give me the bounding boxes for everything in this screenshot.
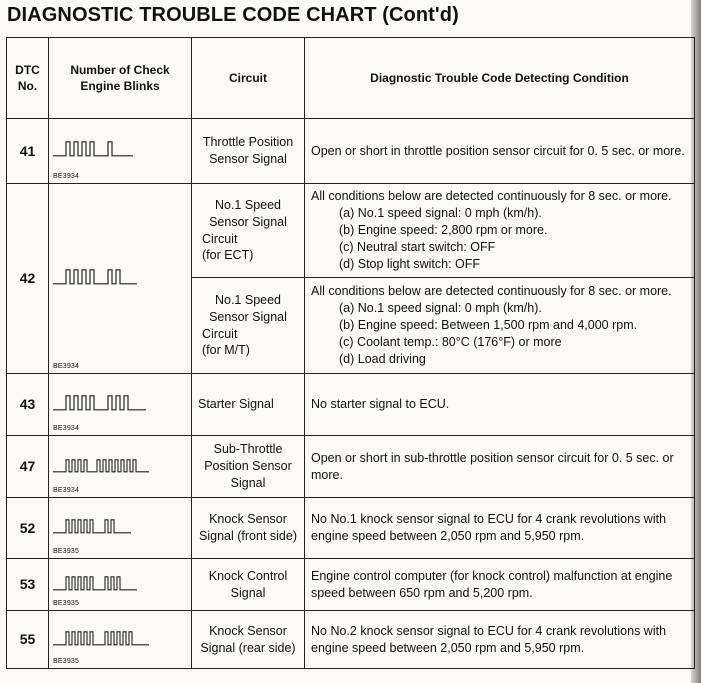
figure-code: BE3934 <box>53 362 80 370</box>
condition-list <box>311 300 688 368</box>
dtc-number: 41 <box>7 119 49 184</box>
blink-waveform-42 <box>53 265 163 287</box>
table-row <box>7 184 695 278</box>
table-row <box>7 119 695 184</box>
dtc-number: 55 <box>7 611 49 669</box>
detecting-condition: No No.1 knock sensor signal to ECU for 4 crank revolutions with engine speed between 2,050 rpm and 5,950 rpm. <box>305 498 695 559</box>
header-blinks: Number of Check Engine Blinks <box>49 38 192 119</box>
circuit-line: No.1 Speed <box>214 197 282 212</box>
condition-item: (a) No.1 speed signal: 0 mph (km/h). <box>339 301 542 316</box>
detecting-condition: Open or short in sub-throttle position sensor circuit for 0. 5 sec. or more. <box>305 436 695 498</box>
blink-waveform-47 <box>53 453 181 475</box>
circuit-line: Sensor Signal <box>209 214 287 229</box>
circuit-line: (for M/T) <box>202 343 250 358</box>
blink-pattern <box>49 498 192 559</box>
circuit-name <box>192 278 305 374</box>
table-row <box>7 436 695 498</box>
circuit-name: Knock Sensor Signal (rear side) <box>192 611 305 669</box>
blink-pattern <box>49 611 192 669</box>
table-row <box>7 611 695 669</box>
detecting-condition <box>305 184 695 278</box>
circuit-name: Starter Signal <box>192 374 305 436</box>
circuit-name <box>192 184 305 278</box>
condition-item: (c) Coolant temp.: 80°C (176°F) or more <box>339 334 562 349</box>
figure-code: BE3935 <box>53 657 80 665</box>
blink-pattern <box>49 119 192 184</box>
blink-waveform-41 <box>53 138 149 160</box>
circuit-line: Sensor Signal <box>209 309 287 324</box>
circuit-name: Knock Control Signal <box>192 559 305 611</box>
header-dtc: DTC No. <box>7 38 49 119</box>
condition-item: (b) Engine speed: Between 1,500 rpm and 4,000 rpm. <box>339 318 638 333</box>
figure-code: BE3935 <box>53 599 80 607</box>
detecting-condition: No starter signal to ECU. <box>305 374 695 436</box>
blink-waveform-43 <box>53 391 168 413</box>
table-row <box>7 498 695 559</box>
condition-list <box>311 205 688 273</box>
condition-item: (c) Neutral start switch: OFF <box>339 239 496 254</box>
condition-item: (d) Load driving <box>339 351 426 366</box>
condition-item: (a) No.1 speed signal: 0 mph (km/h). <box>339 206 542 221</box>
blink-pattern <box>49 436 192 498</box>
table-row <box>7 374 695 436</box>
figure-code: BE3934 <box>53 486 80 494</box>
blink-waveform-52 <box>53 515 163 537</box>
dtc-table <box>6 37 695 669</box>
circuit-name: Knock Sensor Signal (front side) <box>192 498 305 559</box>
figure-code: BE3934 <box>53 424 80 432</box>
header-circuit: Circuit <box>192 38 305 119</box>
detecting-condition: Open or short in throttle position sensor circuit for 0. 5 sec. or more. <box>305 119 695 184</box>
detecting-condition <box>305 278 695 374</box>
dtc-number: 52 <box>7 498 49 559</box>
blink-pattern <box>49 184 192 374</box>
blink-waveform-55 <box>53 626 183 648</box>
condition-item: (b) Engine speed: 2,800 rpm or more. <box>339 223 548 238</box>
circuit-line: No.1 Speed <box>214 292 282 307</box>
condition-item: (d) Stop light switch: OFF <box>339 256 481 271</box>
dtc-number: 47 <box>7 436 49 498</box>
condition-lead: All conditions below are detected continuously for 8 sec. or more. <box>311 284 672 299</box>
blink-waveform-53 <box>53 571 168 593</box>
table-header-row <box>7 38 695 119</box>
circuit-name: Throttle Position Sensor Signal <box>192 119 305 184</box>
figure-code: BE3934 <box>53 172 80 180</box>
blink-pattern <box>49 559 192 611</box>
condition-lead: All conditions below are detected continuously for 8 sec. or more. <box>311 189 672 204</box>
circuit-name: Sub-Throttle Position Sensor Signal <box>192 436 305 498</box>
dtc-number: 53 <box>7 559 49 611</box>
blink-pattern <box>49 374 192 436</box>
table-row <box>7 559 695 611</box>
page-title: DIAGNOSTIC TROUBLE CODE CHART (Cont'd) <box>7 4 459 26</box>
dtc-number: 42 <box>7 184 49 374</box>
header-condition: Diagnostic Trouble Code Detecting Condition <box>305 38 695 119</box>
detecting-condition: No No.2 knock sensor signal to ECU for 4 crank revolutions with engine speed between 2,050 rpm and 5,950 rpm. <box>305 611 695 669</box>
circuit-line: Circuit <box>202 231 238 246</box>
detecting-condition: Engine control computer (for knock control) malfunction at engine speed between 650 rpm and 5,200 rpm. <box>305 559 695 611</box>
circuit-line: (for ECT) <box>202 248 254 263</box>
dtc-number: 43 <box>7 374 49 436</box>
figure-code: BE3935 <box>53 547 80 555</box>
circuit-line: Circuit <box>202 326 238 341</box>
